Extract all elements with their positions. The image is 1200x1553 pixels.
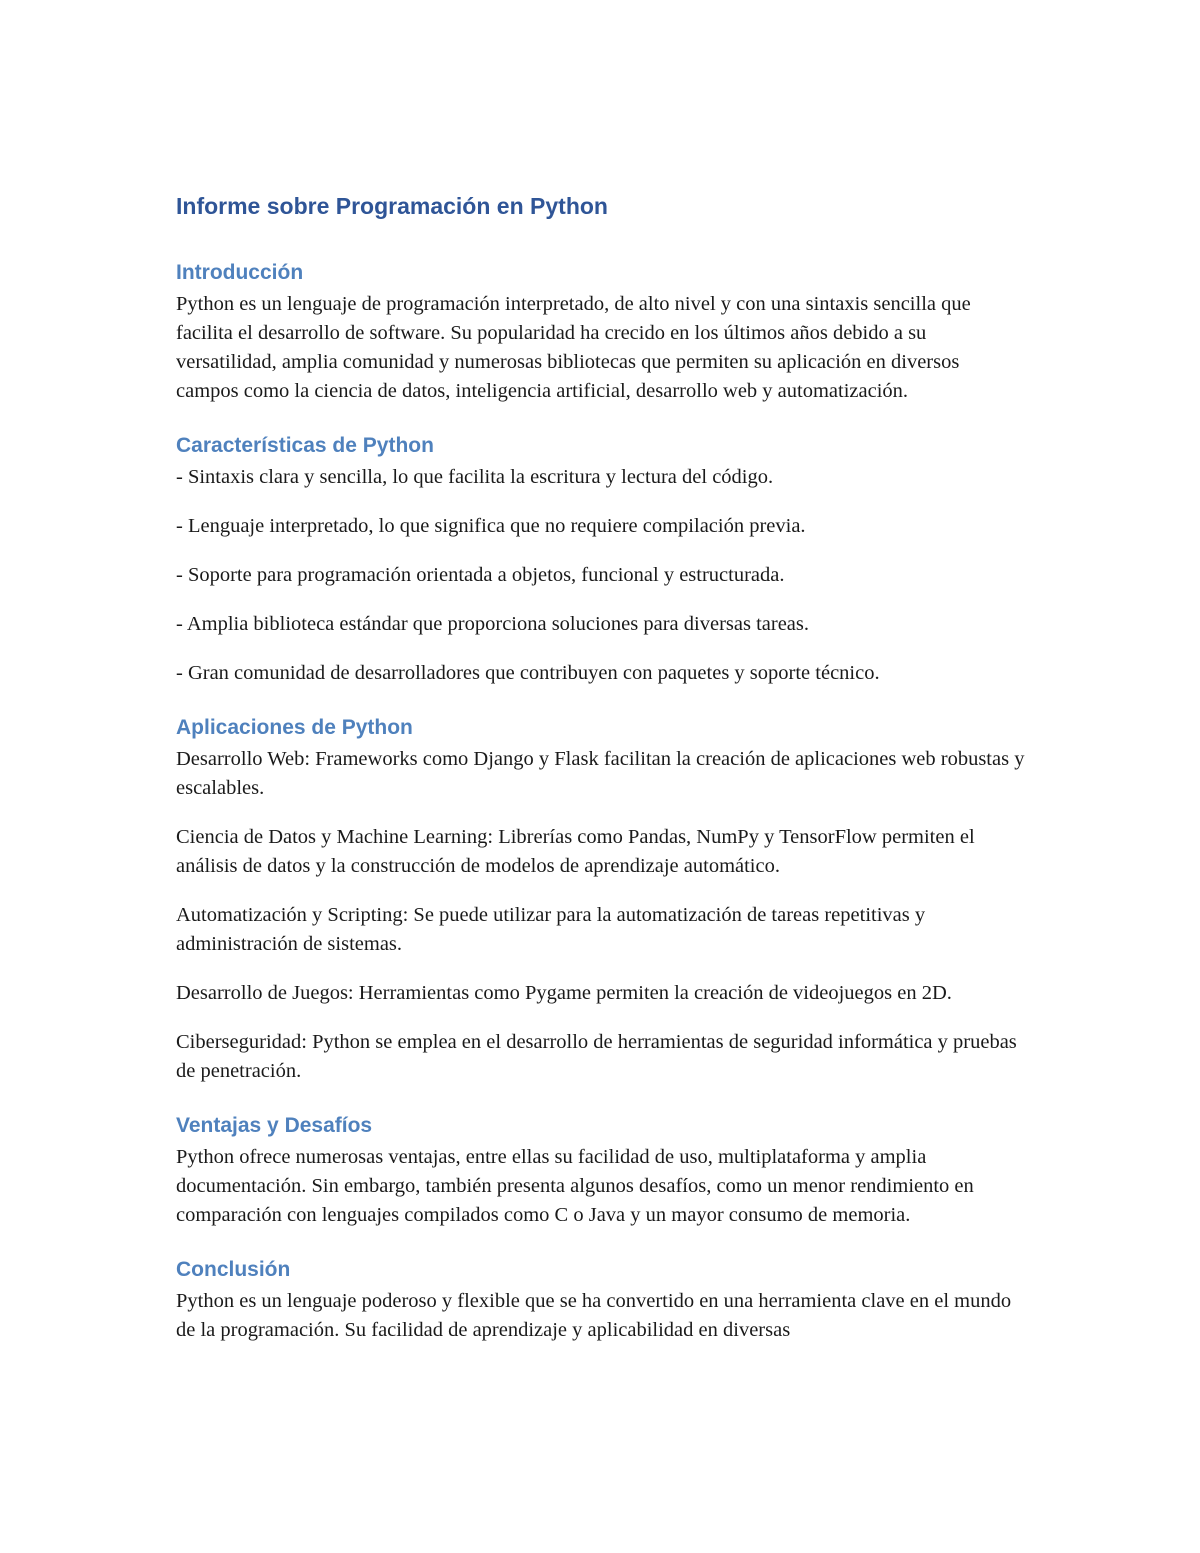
section-heading: Características de Python <box>176 434 434 457</box>
paragraph: Ciberseguridad: Python se emplea en el desarrollo de herramientas de seguridad informática y pruebas de penetración. <box>176 1031 1017 1082</box>
paragraph: Desarrollo de Juegos: Herramientas como Pygame permiten la creación de videojuegos en 2D. <box>176 982 952 1004</box>
list-item: - Sintaxis clara y sencilla, lo que facilita la escritura y lectura del código. <box>176 466 774 488</box>
paragraph: Automatización y Scripting: Se puede utilizar para la automatización de tareas repetitivas y administración de sistemas. <box>176 904 926 955</box>
section-heading: Conclusión <box>176 1258 291 1281</box>
section-heading: Aplicaciones de Python <box>176 716 413 739</box>
paragraph: Python es un lenguaje de programación interpretado, de alto nivel y con una sintaxis sencilla que facilita el desarrollo de software. Su popularidad ha crecido en los últimos años debido a su versatilidad, amplia comunidad y numerosas bibliotecas que permiten su aplicación en diversos campos como la ciencia de datos, inteligencia artificial, desarrollo web y automatización. <box>176 293 971 402</box>
section-ventajas-desafios <box>176 1111 1026 1230</box>
list-item: - Soporte para programación orientada a objetos, funcional y estructurada. <box>176 564 785 586</box>
section-introduccion <box>176 258 1026 406</box>
document-title: Informe sobre Programación en Python <box>176 193 608 219</box>
paragraph: Python es un lenguaje poderoso y flexible que se ha convertido en una herramienta clave en el mundo de la programación. Su facilidad de aprendizaje y aplicabilidad en diversas <box>176 1290 1012 1341</box>
list-item: - Lenguaje interpretado, lo que significa que no requiere compilación previa. <box>176 515 806 537</box>
list-item: - Amplia biblioteca estándar que proporciona soluciones para diversas tareas. <box>176 613 809 635</box>
section-aplicaciones <box>176 713 1026 1086</box>
section-caracteristicas <box>176 431 1026 688</box>
section-heading: Introducción <box>176 261 304 284</box>
section-conclusion <box>176 1255 1026 1345</box>
document-body <box>176 190 1026 1345</box>
paragraph: Desarrollo Web: Frameworks como Django y Flask facilitan la creación de aplicaciones web robustas y escalables. <box>176 748 1025 799</box>
list-item: - Gran comunidad de desarrolladores que contribuyen con paquetes y soporte técnico. <box>176 662 880 684</box>
section-heading: Ventajas y Desafíos <box>176 1114 373 1137</box>
paragraph: Python ofrece numerosas ventajas, entre ellas su facilidad de uso, multiplataforma y amplia documentación. Sin embargo, también presenta algunos desafíos, como un menor rendimiento en comparación con lenguajes compilados como C o Java y un mayor consumo de memoria. <box>176 1146 974 1226</box>
paragraph: Ciencia de Datos y Machine Learning: Librerías como Pandas, NumPy y TensorFlow permiten el análisis de datos y la construcción de modelos de aprendizaje automático. <box>176 826 975 877</box>
